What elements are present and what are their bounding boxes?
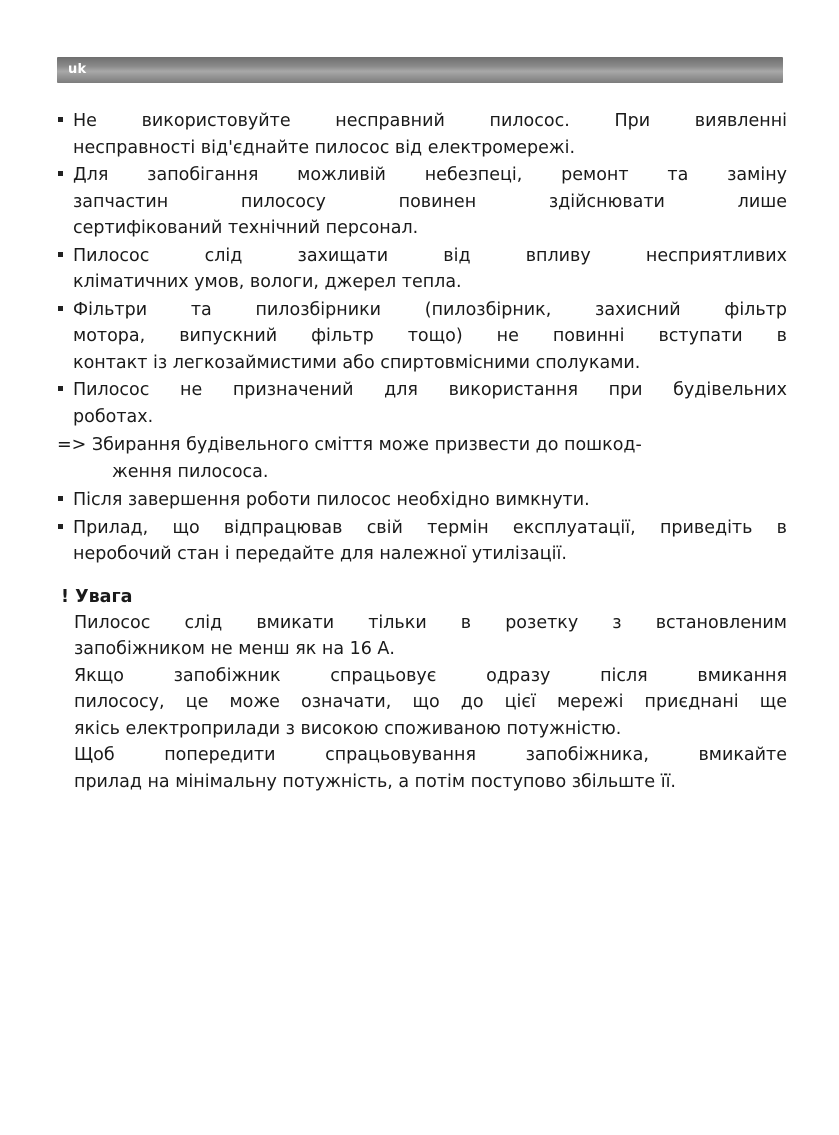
list-item: [57, 515, 787, 568]
arrow-note-first-line: [57, 432, 787, 459]
bullet-square-icon: [58, 524, 63, 529]
language-header-bar: [57, 57, 783, 83]
list-item: [57, 162, 787, 242]
bullet-square-icon: [58, 386, 63, 391]
list-item-line: контакт із легкозаймистими або спиртовмісними сполуками.: [73, 352, 641, 373]
list-item-line: Для запобігання можливій небезпеці, ремонт та заміну: [73, 165, 787, 185]
arrow-note-second-line: ження пилососа.: [112, 461, 269, 482]
list-item-line: Прилад, що відпрацював свій термін експлуатації, приведіть в: [73, 517, 787, 538]
arrow-note-text: Збирання будівельного сміття може призвести до пошкод-: [91, 435, 642, 455]
list-item-line: Фільтри та пилозбірники (пилозбірник, захисний фільтр: [73, 299, 787, 320]
list-item-line: несправності від'єднайте пилосос від електромережі.: [73, 137, 576, 158]
bullet-square-icon: [58, 252, 63, 257]
warning-paragraph: [74, 742, 787, 795]
list-item-line: запчастин пилососу повинен здійснювати лише: [73, 191, 787, 212]
bullet-square-icon: [58, 306, 63, 311]
list-item-line: роботах.: [73, 406, 154, 427]
bullet-square-icon: [58, 171, 63, 176]
list-item: [57, 487, 787, 514]
warning-line: прилад на мінімальну потужність, а потім поступово збільште її.: [74, 771, 676, 792]
language-code-label: uk: [68, 62, 87, 77]
list-item: [57, 297, 787, 377]
warning-line: пилососу, це може означати, що до цієї мережі приєднані ще: [74, 692, 787, 712]
list-item-line: Не використовуйте несправний пилосос. При виявленні: [73, 111, 787, 131]
warning-line: Якщо запобіжник спрацьовує одразу після вмикання: [74, 665, 787, 686]
list-item-line: мотора, випускний фільтр тощо) не повинні вступати в: [73, 326, 787, 346]
warning-paragraph: [74, 610, 787, 663]
arrow-note: [57, 432, 787, 485]
warning-line: Пилосос слід вмикати тільки в розетку з встановленим: [74, 612, 787, 633]
list-item-line: неробочий стан і передайте для належної утилізації.: [73, 544, 567, 564]
list-item-line: Пилосос не призначений для використання при будівельних: [73, 380, 787, 400]
warning-line: Щоб попередити спрацьовування запобіжника, вмикайте: [74, 745, 787, 765]
warning-line: якісь електроприлади з високою споживаною потужністю.: [74, 718, 622, 739]
warning-title: ! Увага: [61, 586, 133, 607]
bullet-square-icon: [58, 496, 63, 501]
arrow-marker: =>: [57, 435, 87, 455]
warning-body: [57, 610, 787, 796]
list-item: [57, 108, 787, 161]
list-item-line: сертифікований технічний персонал.: [73, 218, 419, 238]
list-item-line: кліматичних умов, вологи, джерел тепла.: [73, 272, 462, 292]
list-item: [57, 377, 787, 430]
warning-paragraph: [74, 663, 787, 743]
list-item: [57, 243, 787, 296]
list-item-line: Після завершення роботи пилосос необхідно вимкнути.: [73, 490, 590, 510]
bullet-square-icon: [58, 117, 63, 122]
warning-line: запобіжником не менш як на 16 А.: [74, 639, 395, 659]
document-content: [57, 108, 787, 795]
list-item-line: Пилосос слід захищати від впливу несприятливих: [73, 245, 787, 266]
